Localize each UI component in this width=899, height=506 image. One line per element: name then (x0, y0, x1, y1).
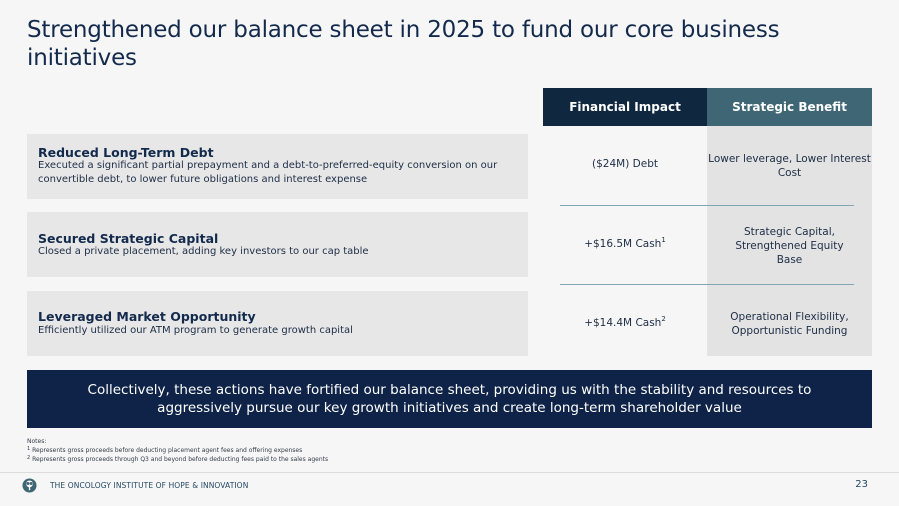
footnote-marker: 2 (661, 315, 666, 323)
summary-banner (27, 370, 872, 428)
notes-label: Notes: (27, 438, 47, 445)
row-description: Executed a significant partial prepayment and a debt-to-preferred-equity conversion on our convertible debt, to lower future obligations and interest expense (38, 160, 498, 185)
footer-divider (0, 472, 899, 473)
benefit-value: Lower leverage, Lower Interest Cost (708, 153, 871, 179)
impact-value: ($24M) Debt (592, 158, 658, 170)
header-financial-impact: Financial Impact (543, 88, 707, 126)
row-divider (560, 205, 854, 206)
row-divider (560, 284, 854, 285)
row-secured-strategic-capital (27, 212, 528, 277)
row-title: Leveraged Market Opportunity (38, 309, 256, 324)
header-strategic-benefit: Strategic Benefit (707, 88, 872, 126)
notes (27, 437, 328, 464)
row-title: Secured Strategic Capital (38, 231, 219, 246)
footnote-marker: 1 (661, 236, 666, 244)
tree-logo-icon (22, 478, 37, 493)
summary-text: Collectively, these actions have fortified our balance sheet, providing us with the stability and resources to aggressively pursue our key growth initiatives and create long-term shareholder value (87, 382, 812, 416)
benefit-value: Strategic Capital, Strengthened Equity Base (735, 226, 844, 266)
impact-value: +$14.4M Cash$^2$ (584, 315, 666, 329)
row-description: Closed a private placement, adding key investors to our cap table (38, 246, 369, 257)
row-reduced-long-term-debt (27, 134, 528, 199)
impact-value: +$16.5M Cash$^1$ (584, 236, 666, 250)
row-leveraged-market-opportunity (27, 291, 528, 356)
note-item: $^2$ Represents gross proceeds through Q3 and beyond before deducting fees paid to the sales agents (27, 455, 329, 463)
row-description: Efficiently utilized our ATM program to generate growth capital (38, 325, 353, 336)
row-title: Reduced Long-Term Debt (38, 145, 214, 160)
note-item: $^1$ Represents gross proceeds before deducting placement agent fees and offering expenses (27, 446, 303, 454)
benefit-value: Operational Flexibility, Opportunistic Funding (730, 311, 849, 337)
organization-name: THE ONCOLOGY INSTITUTE OF HOPE & INNOVATION (50, 481, 249, 490)
page-title: Strengthened our balance sheet in 2025 to fund our core business initiatives (27, 17, 780, 71)
page-number: 23 (855, 479, 868, 490)
